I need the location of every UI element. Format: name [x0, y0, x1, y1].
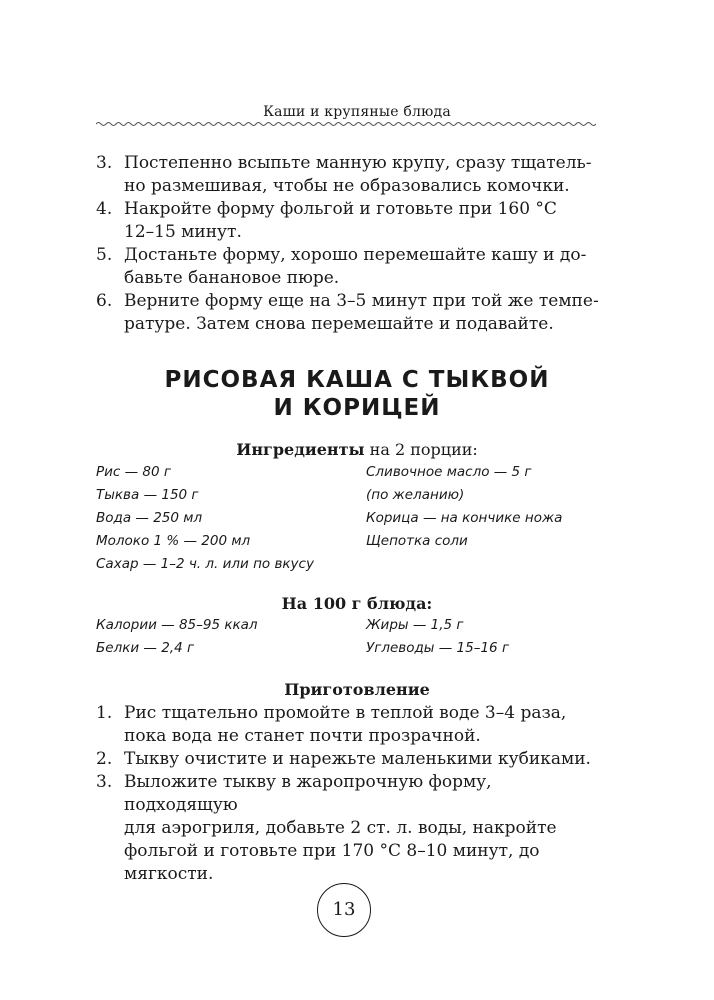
step-text-line: Тыкву очистите и нарежьте маленькими кубиками.	[124, 749, 591, 769]
step-text-line: Выложите тыкву в жаропрочную форму, подходящую	[124, 772, 492, 815]
preparation-heading	[0, 680, 714, 700]
nutrition-heading-text: На 100 г блюда:	[281, 594, 433, 613]
step-text-line: Постепенно всыпьте манную крупу, сразу тщатель-	[124, 153, 592, 173]
step-text-line: Накройте форму фольгой и готовьте при 160 °C	[124, 199, 557, 219]
ingredient-item: Рис — 80 г	[96, 464, 171, 480]
recipe-title	[0, 366, 714, 422]
step-text-line: пока вода не станет почти прозрачной.	[124, 726, 481, 746]
previous-recipe-steps	[96, 152, 606, 336]
step-text-line: мягкости.	[124, 864, 214, 884]
ingredient-item: (по желанию)	[366, 487, 465, 503]
ingredients-heading-rest: на 2 порции:	[364, 440, 478, 459]
step-text-line: 12–15 минут.	[124, 222, 242, 242]
nutrition-heading	[0, 594, 714, 614]
step-item	[96, 702, 606, 748]
ingredients-heading	[0, 440, 714, 460]
recipe-title-line: И КОРИЦЕЙ	[273, 395, 441, 421]
ingredient-item: Тыква — 150 г	[96, 487, 199, 503]
running-head: Каши и крупяные блюда	[263, 104, 451, 120]
nutrition-right-column	[366, 614, 509, 660]
preparation-steps	[96, 702, 606, 886]
step-number: 4.	[96, 199, 113, 219]
step-number: 6.	[96, 291, 113, 311]
nutrition-item: Углеводы — 15–16 г	[366, 640, 510, 656]
ingredient-item: Сливочное масло — 5 г	[366, 464, 532, 480]
step-text-line: Рис тщательно промойте в теплой воде 3–4 раза,	[124, 703, 567, 723]
nutrition-item: Жиры — 1,5 г	[366, 617, 464, 633]
step-item	[96, 152, 606, 198]
step-number: 1.	[96, 703, 113, 723]
nutrition-item: Калории — 85–95 ккал	[96, 617, 258, 633]
preparation-heading-text: Приготовление	[284, 680, 430, 699]
nutrition-left-column	[96, 614, 258, 660]
step-text-line: но размешивая, чтобы не образовались комочки.	[124, 176, 570, 196]
step-item	[96, 290, 606, 336]
ingredient-item: Сахар — 1–2 ч. л. или по вкусу	[96, 556, 314, 572]
ingredients-right-column	[366, 461, 562, 553]
step-item	[96, 748, 606, 771]
step-text-line: ратуре. Затем снова перемешайте и подавайте.	[124, 314, 554, 334]
recipe-title-line: РИСОВАЯ КАША С ТЫКВОЙ	[164, 367, 550, 393]
step-text-line: Верните форму еще на 3–5 минут при той же темпе-	[124, 291, 599, 311]
step-item	[96, 244, 606, 290]
step-item	[96, 198, 606, 244]
step-text-line: фольгой и готовьте при 170 °C 8–10 минут, до	[124, 841, 540, 861]
ingredients-left-column	[96, 461, 314, 576]
step-number: 5.	[96, 245, 113, 265]
step-text-line: для аэрогриля, добавьте 2 ст. л. воды, накройте	[124, 818, 557, 838]
ingredient-item: Вода — 250 мл	[96, 510, 203, 526]
step-item	[96, 771, 606, 886]
ingredients-heading-bold: Ингредиенты	[236, 440, 365, 459]
page-number: 13	[317, 883, 371, 937]
decorative-wavy-rule	[96, 120, 596, 128]
step-text-line: бавьте банановое пюре.	[124, 268, 340, 288]
nutrition-item: Белки — 2,4 г	[96, 640, 195, 656]
step-number: 3.	[96, 772, 113, 792]
ingredient-item: Молоко 1 % — 200 мл	[96, 533, 251, 549]
ingredient-item: Щепотка соли	[366, 533, 468, 549]
step-number: 2.	[96, 749, 113, 769]
step-number: 3.	[96, 153, 113, 173]
ingredient-item: Корица — на кончике ножа	[366, 510, 563, 526]
step-text-line: Достаньте форму, хорошо перемешайте кашу и до-	[124, 245, 587, 265]
